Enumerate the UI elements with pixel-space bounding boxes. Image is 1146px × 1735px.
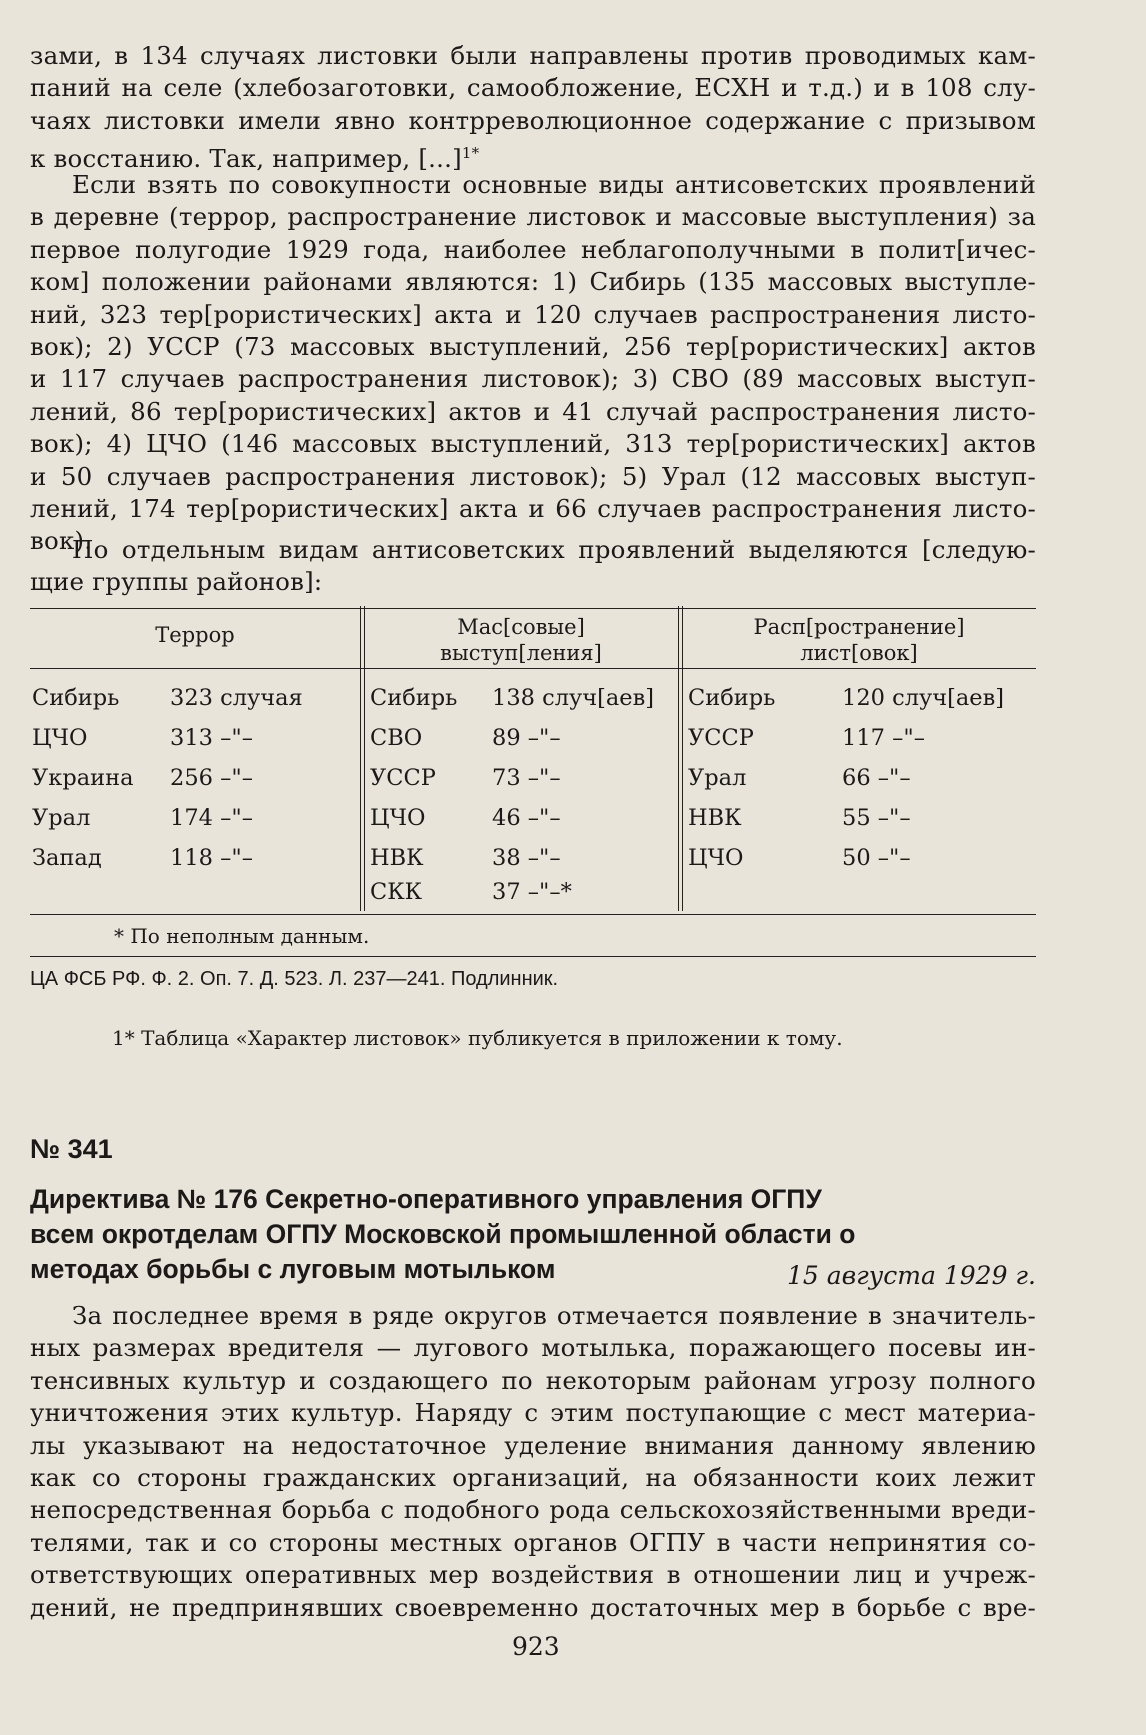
leaflets-value: 50 –"–	[842, 845, 911, 871]
mass-value: 37 –"–*	[492, 879, 572, 905]
text-line: в деревне (террор, распространение листовок и массовые выступления) за	[30, 202, 1036, 232]
text-line: дений, не предпринявших своевременно достаточных мер в борьбе с вре-	[30, 1592, 1036, 1622]
mass-region: СКК	[370, 879, 423, 905]
header-mass-2: выступ[ления]	[440, 641, 602, 665]
footnote-mark: 1*	[461, 144, 480, 163]
text-line: По отдельным видам антисоветских проявлений выделяются [следую-	[72, 535, 1036, 564]
leaflets-value: 120 случ[аев]	[842, 685, 1005, 711]
text-line: непосредственная борьба с подобного рода сельскохозяйственными вреди-	[30, 1495, 1036, 1525]
header-mass-1: Мас[совые]	[457, 615, 585, 639]
text-line: Если взять по совокупности основные виды антисоветских проявлений	[72, 170, 1036, 199]
table-top-rule	[30, 608, 1036, 609]
mass-region: ЦЧО	[370, 805, 426, 831]
text-line: и 117 случаев распространения листовок); 3) СВО (89 массовых выступ-	[30, 364, 1036, 394]
document-number: № 341	[30, 1134, 113, 1164]
groups-paragraph	[30, 534, 1036, 599]
table-note: * По неполным данным.	[114, 924, 370, 948]
text-line: вок).	[30, 526, 93, 556]
text-line: вок); 2) УССР (73 массовых выступлений, 256 тер[рористических] актов	[30, 332, 1036, 362]
document-body	[30, 1300, 1036, 1624]
text-line: ком] положении районами являются: 1) Сибирь (135 массовых выступле-	[30, 267, 1036, 297]
table-header-rule	[30, 668, 1036, 669]
text-line: ответствующих оперативных мер воздействия в отношении лиц и учреж-	[30, 1560, 1036, 1590]
header-leaflets-1: Расп[ространение]	[753, 615, 965, 639]
header-terror: Террор	[155, 623, 235, 647]
text-line: паний на селе (хлебозаготовки, самообложение, ЕСХН и т.д.) и в 108 слу-	[30, 73, 1036, 103]
intro-paragraph	[30, 40, 1036, 176]
terror-region: Запад	[32, 845, 102, 871]
text-line: зами, в 134 случаях листовки были направлены против проводимых кам-	[30, 41, 1036, 70]
text-line: как со стороны гражданских организаций, на обязанности коих лежит	[30, 1463, 1036, 1493]
column-divider	[678, 606, 679, 911]
mass-region: СВО	[370, 725, 423, 751]
terror-region: ЦЧО	[32, 725, 88, 751]
column-divider	[360, 606, 361, 911]
footnote: 1* Таблица «Характер листовок» публикуется в приложении к тому.	[112, 1026, 843, 1050]
leaflets-region: ЦЧО	[688, 845, 744, 871]
mass-value: 138 случ[аев]	[492, 685, 655, 711]
text-line: ных размерах вредителя — лугового мотылька, поражающего посевы ин-	[30, 1333, 1036, 1363]
text-line: вок); 4) ЦЧО (146 массовых выступлений, 313 тер[рористических] актов	[30, 429, 1036, 459]
leaflets-region: УССР	[688, 725, 754, 751]
table-bottom-rule	[30, 914, 1036, 915]
mass-value: 89 –"–	[492, 725, 561, 751]
table-end-rule	[30, 956, 1036, 957]
leaflets-region: НВК	[688, 805, 742, 831]
leaflets-region: Урал	[688, 765, 747, 791]
text-line: первое полугодие 1929 года, наиболее неблагополучными в полит[ичес-	[30, 234, 1036, 264]
terror-value: 118 –"–	[170, 845, 253, 871]
title-line: всем окротделам ОГПУ Московской промышленной области о	[30, 1219, 856, 1249]
terror-value: 313 –"–	[170, 725, 253, 751]
text-line: к восстанию. Так, например, [...]$^{1*}$	[30, 144, 480, 174]
aggregate-paragraph	[30, 169, 1036, 558]
document-date: 15 августа 1929 г.	[786, 1261, 1036, 1290]
archive-reference: ЦА ФСБ РФ. Ф. 2. Оп. 7. Д. 523. Л. 237—241. Подлинник.	[30, 968, 559, 990]
text-line: лений, 86 тер[рористических] актов и 41 случай распространения листо-	[30, 396, 1036, 426]
terror-value: 174 –"–	[170, 805, 253, 831]
terror-region: Урал	[32, 805, 91, 831]
text-line: тенсивных культур и создающего по некоторым районам угрозу полного	[30, 1365, 1036, 1395]
mass-region: УССР	[370, 765, 436, 791]
text-line: лений, 174 тер[рористических] акта и 66 случаев распространения листо-	[30, 494, 1036, 524]
title-line: методах борьбы с луговым мотыльком	[30, 1254, 556, 1284]
page-number: 923	[512, 1632, 560, 1661]
text-line: телями, так и со стороны местных органов ОГПУ в части непринятия со-	[30, 1527, 1036, 1557]
text-line: лы указывают на недостаточное уделение внимания данному явлению	[30, 1430, 1036, 1460]
leaflets-value: 55 –"–	[842, 805, 911, 831]
leaflets-region: Сибирь	[688, 685, 776, 711]
terror-region: Сибирь	[32, 685, 120, 711]
leaflets-value: 117 –"–	[842, 725, 925, 751]
text-line: щие группы районов]:	[30, 567, 323, 597]
text-line: и 50 случаев распространения листовок); 5) Урал (12 массовых выступ-	[30, 461, 1036, 491]
mass-value: 38 –"–	[492, 845, 561, 871]
text-line: чаях листовки имели явно контрреволюционное содержание с призывом	[30, 105, 1036, 135]
mass-value: 73 –"–	[492, 765, 561, 791]
text-line: уничтожения этих культур. Наряду с этим поступающие с мест материа-	[30, 1398, 1036, 1428]
text-line: За последнее время в ряде округов отмечается появление в значитель-	[72, 1301, 1036, 1330]
leaflets-value: 66 –"–	[842, 765, 911, 791]
text-line: ний, 323 тер[рористических] акта и 120 случаев распространения листо-	[30, 299, 1036, 329]
terror-value: 323 случая	[170, 685, 303, 711]
terror-region: Украина	[32, 765, 134, 791]
mass-region: Сибирь	[370, 685, 458, 711]
mass-region: НВК	[370, 845, 424, 871]
terror-value: 256 –"–	[170, 765, 253, 791]
mass-value: 46 –"–	[492, 805, 561, 831]
header-leaflets-2: лист[овок]	[800, 641, 918, 665]
title-line: Директива № 176 Секретно-оперативного управления ОГПУ	[30, 1184, 822, 1214]
